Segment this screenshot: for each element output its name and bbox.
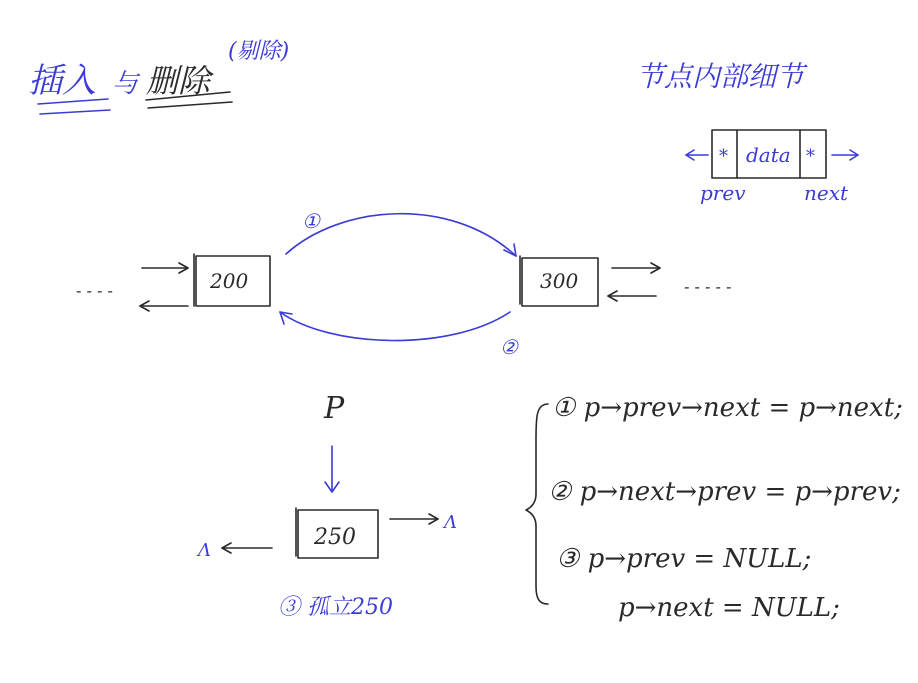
title-insert: 插入 [28,61,96,101]
arc-step-2 [280,312,510,341]
code-line-2: ② p→next→prev = p→prev; [548,477,901,507]
title-delete-underline-2 [148,102,232,108]
node-detail-next-label: next [804,181,849,205]
title-insert-underline-2 [40,110,110,114]
node-detail-next-star: * [806,146,815,167]
title-note: (剔除) [228,39,290,64]
arc-step-1 [286,214,516,256]
node-300-label: 300 [540,269,579,293]
step-3-caption: ③ 孤立250 [278,595,393,620]
ellipsis-right: - - - - - [684,277,732,296]
code-line-3: ③ p→prev = NULL; [556,544,812,574]
node-detail-prev-star: * [719,146,728,167]
pointer-label: P [324,391,345,426]
step-2-marker: ② [500,335,518,359]
code-brace [526,404,548,604]
node-detail-data: data [746,143,791,167]
null-right: Λ [444,512,457,533]
step-1-marker: ① [302,209,320,233]
ellipsis-left: - - - - [76,281,113,300]
node-250-label: 250 [314,525,356,550]
code-line-1: ① p→prev→next = p→next; [552,393,903,423]
null-left: Λ [198,540,211,561]
title-delete: 删除 [146,62,211,100]
node-200-label: 200 [210,269,249,293]
title-and: 与 [112,69,139,99]
node-detail-title: 节点内部细节 [636,60,805,93]
code-line-4: p→next = NULL; [618,593,840,623]
node-detail-prev-label: prev [700,181,746,205]
